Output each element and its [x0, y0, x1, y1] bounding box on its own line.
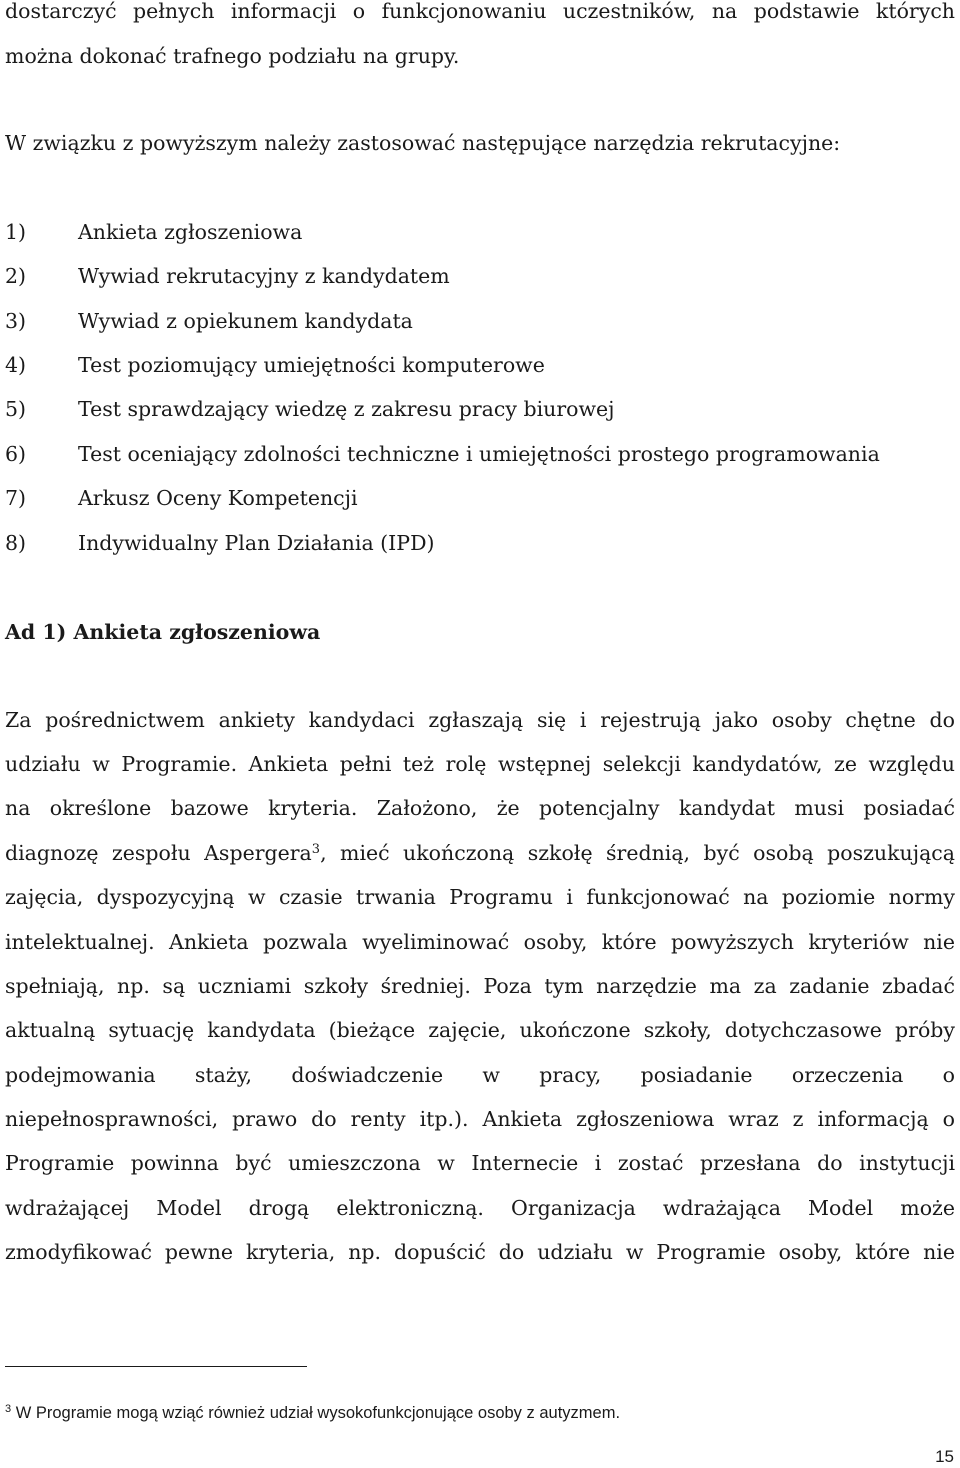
list-item-number: 4): [5, 353, 27, 377]
body-line: aktualną sytuację kandydata (bieżące zajęcie, ukończone szkoły, dotychczasowe próby: [5, 1018, 955, 1042]
list-item: Test oceniający zdolności techniczne i umiejętności prostego programowania: [78, 442, 880, 466]
body-line: Za pośrednictwem ankiety kandydaci zgłaszają się i rejestrują jako osoby chętne do: [5, 708, 955, 732]
list-item-number: 5): [5, 397, 27, 421]
body-line: zajęcia, dyspozycyjną w czasie trwania Programu i funkcjonować na poziomie normy: [5, 885, 955, 909]
body-line: intelektualnej. Ankieta pozwala wyeliminować osoby, które powyższych kryteriów nie: [5, 930, 955, 954]
list-item: Ankieta zgłoszeniowa: [78, 220, 303, 244]
list-item-number: 1): [5, 220, 27, 244]
list-item-number: 3): [5, 309, 27, 333]
body-line: udziału w Programie. Ankieta pełni też rolę wstępnej selekcji kandydatów, ze względu: [5, 752, 955, 776]
list-item-number: 7): [5, 486, 27, 510]
footnote-separator: [5, 1366, 307, 1367]
body-line: spełniają, np. są uczniami szkoły średniej. Poza tym narzędzie ma za zadanie zbadać: [5, 974, 955, 998]
body-line: Programie powinna być umieszczona w Internecie i zostać przesłana do instytucji: [5, 1151, 955, 1175]
list-item-number: 2): [5, 264, 27, 288]
list-item: Wywiad rekrutacyjny z kandydatem: [78, 264, 450, 288]
body-line-text: diagnozę zespołu Aspergera: [5, 841, 312, 865]
footnote: [5, 1402, 620, 1424]
list-item-number: 6): [5, 442, 27, 466]
body-line: wdrażającej Model drogą elektroniczną. Organizacja wdrażająca Model może: [5, 1196, 955, 1220]
page-number: 15: [935, 1447, 954, 1466]
body-line: niepełnosprawności, prawo do renty itp.). Ankieta zgłoszeniowa wraz z informacją o: [5, 1107, 955, 1131]
body-line: na określone bazowe kryteria. Założono, że potencjalny kandydat musi posiadać: [5, 796, 955, 820]
list-item: Test poziomujący umiejętności komputerowe: [78, 353, 545, 377]
footnote-number: 3: [5, 1403, 12, 1415]
tools-intro: W związku z powyższym należy zastosować następujące narzędzia rekrutacyjne:: [5, 131, 841, 155]
footnote-reference[interactable]: 3: [311, 842, 321, 857]
body-line: [5, 840, 955, 866]
body-line: zmodyfikować pewne kryteria, np. dopuścić do udziału w Programie osoby, które nie: [5, 1240, 955, 1264]
list-item: Indywidualny Plan Działania (IPD): [78, 531, 435, 555]
list-item: Test sprawdzający wiedzę z zakresu pracy biurowej: [78, 397, 615, 421]
body-line-text: , mieć ukończoną szkołę średnią, być osobą poszukującą: [320, 841, 955, 865]
intro-line-2: można dokonać trafnego podziału na grupy.: [5, 44, 460, 68]
list-item: Arkusz Oceny Kompetencji: [78, 486, 358, 510]
list-item-number: 8): [5, 531, 27, 555]
body-line: podejmowania staży, doświadczenie w pracy, posiadanie orzeczenia o: [5, 1063, 955, 1087]
section-heading: Ad 1) Ankieta zgłoszeniowa: [5, 620, 321, 644]
footnote-text: W Programie mogą wziąć również udział wysokofunkcjonujące osoby z autyzmem.: [11, 1404, 621, 1422]
list-item: Wywiad z opiekunem kandydata: [78, 309, 413, 333]
intro-line-1: dostarczyć pełnych informacji o funkcjonowaniu uczestników, na podstawie których: [5, 0, 955, 23]
